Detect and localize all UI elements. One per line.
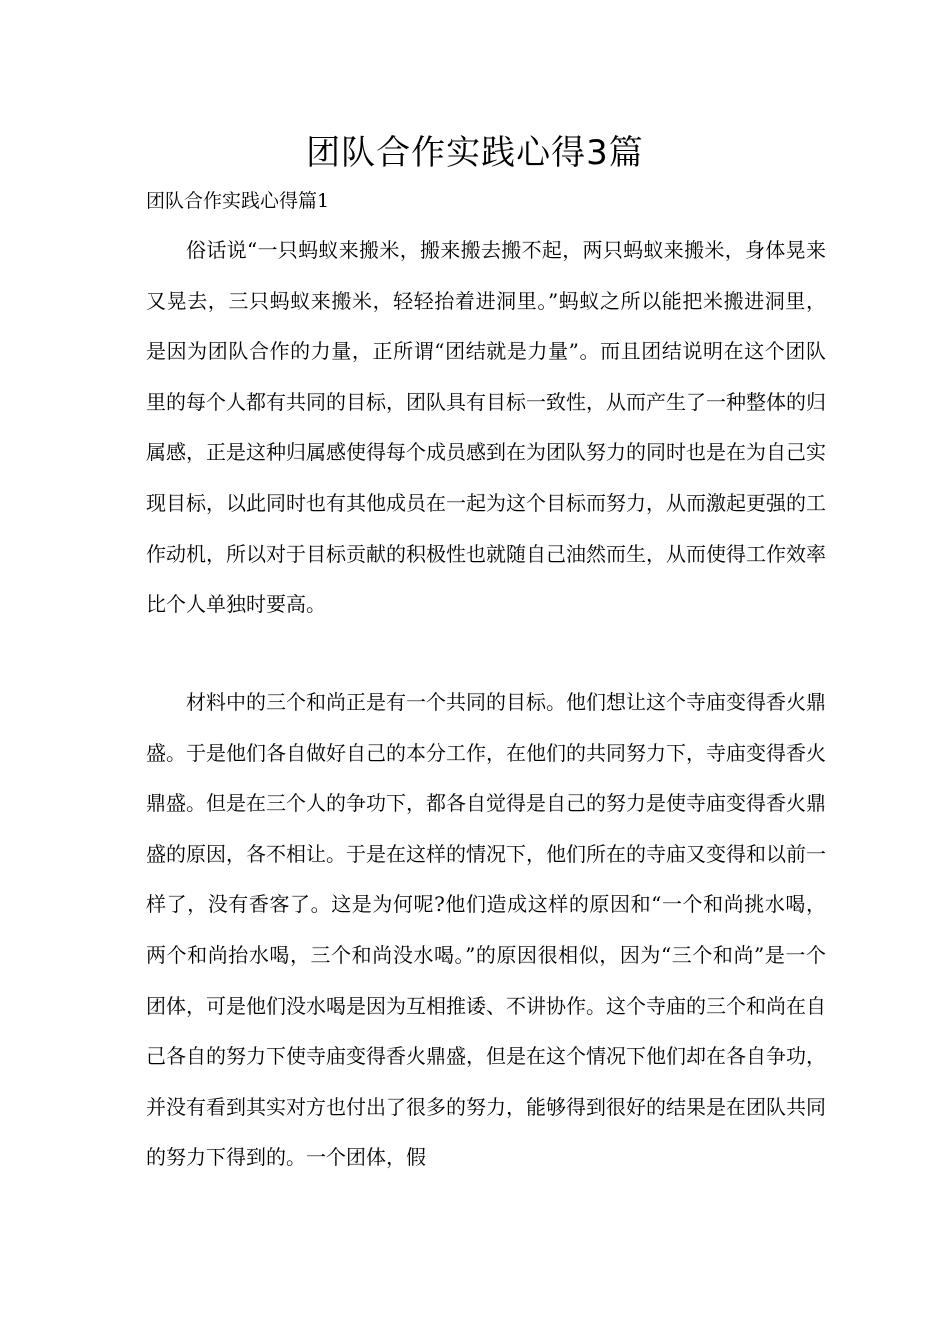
section-heading: 团队合作实践心得篇1: [146, 190, 330, 212]
paragraph-1: 俗话说“一只蚂蚁来搬米，搬来搬去搬不起，两只蚂蚁来搬米，身体晃来又晃去，三只蚂蚁来搬米，轻轻抬着进洞里。”蚂蚁之所以能把米搬进洞里，是因为团队合作的力量，正所谓“团结就是力量”。而且团结说明在这个团队里的每个人都有共同的目标，团队具有目标一致性，从而产生了一种整体的归属感，正是这种归属感使得每个成员感到在为团队努力的同时也是在为自己实现目标，以此同时也有其他成员在一起为这个目标而努力，从而激起更强的工作动机，所以对于目标贡献的积极性也就随自己油然而生，从而使得工作效率比个人单独时要高。: [146, 238, 826, 617]
document-title: 团队合作实践心得3篇: [306, 133, 644, 173]
paragraph-2: 材料中的三个和尚正是有一个共同的目标。他们想让这个寺庙变得香火鼎盛。于是他们各自做好自己的本分工作，在他们的共同努力下，寺庙变得香火鼎盛。但是在三个人的争功下，都各自觉得是自己的努力是使寺庙变得香火鼎盛的原因，各不相让。于是在这样的情况下，他们所在的寺庙又变得和以前一样了，没有香客了。这是为何呢?他们造成这样的原因和“一个和尚挑水喝，两个和尚抬水喝，三个和尚没水喝。”的原因很相似，因为“三个和尚”是一个团体，可是他们没水喝是因为互相推诿、不讲协作。这个寺庙的三个和尚在自己各自的努力下使寺庙变得香火鼎盛，但是在这个情况下他们却在各自争功，并没有看到其实对方也付出了很多的努力，能够得到很好的结果是在团队共同的努力下得到的。一个团体，假: [146, 690, 826, 1170]
